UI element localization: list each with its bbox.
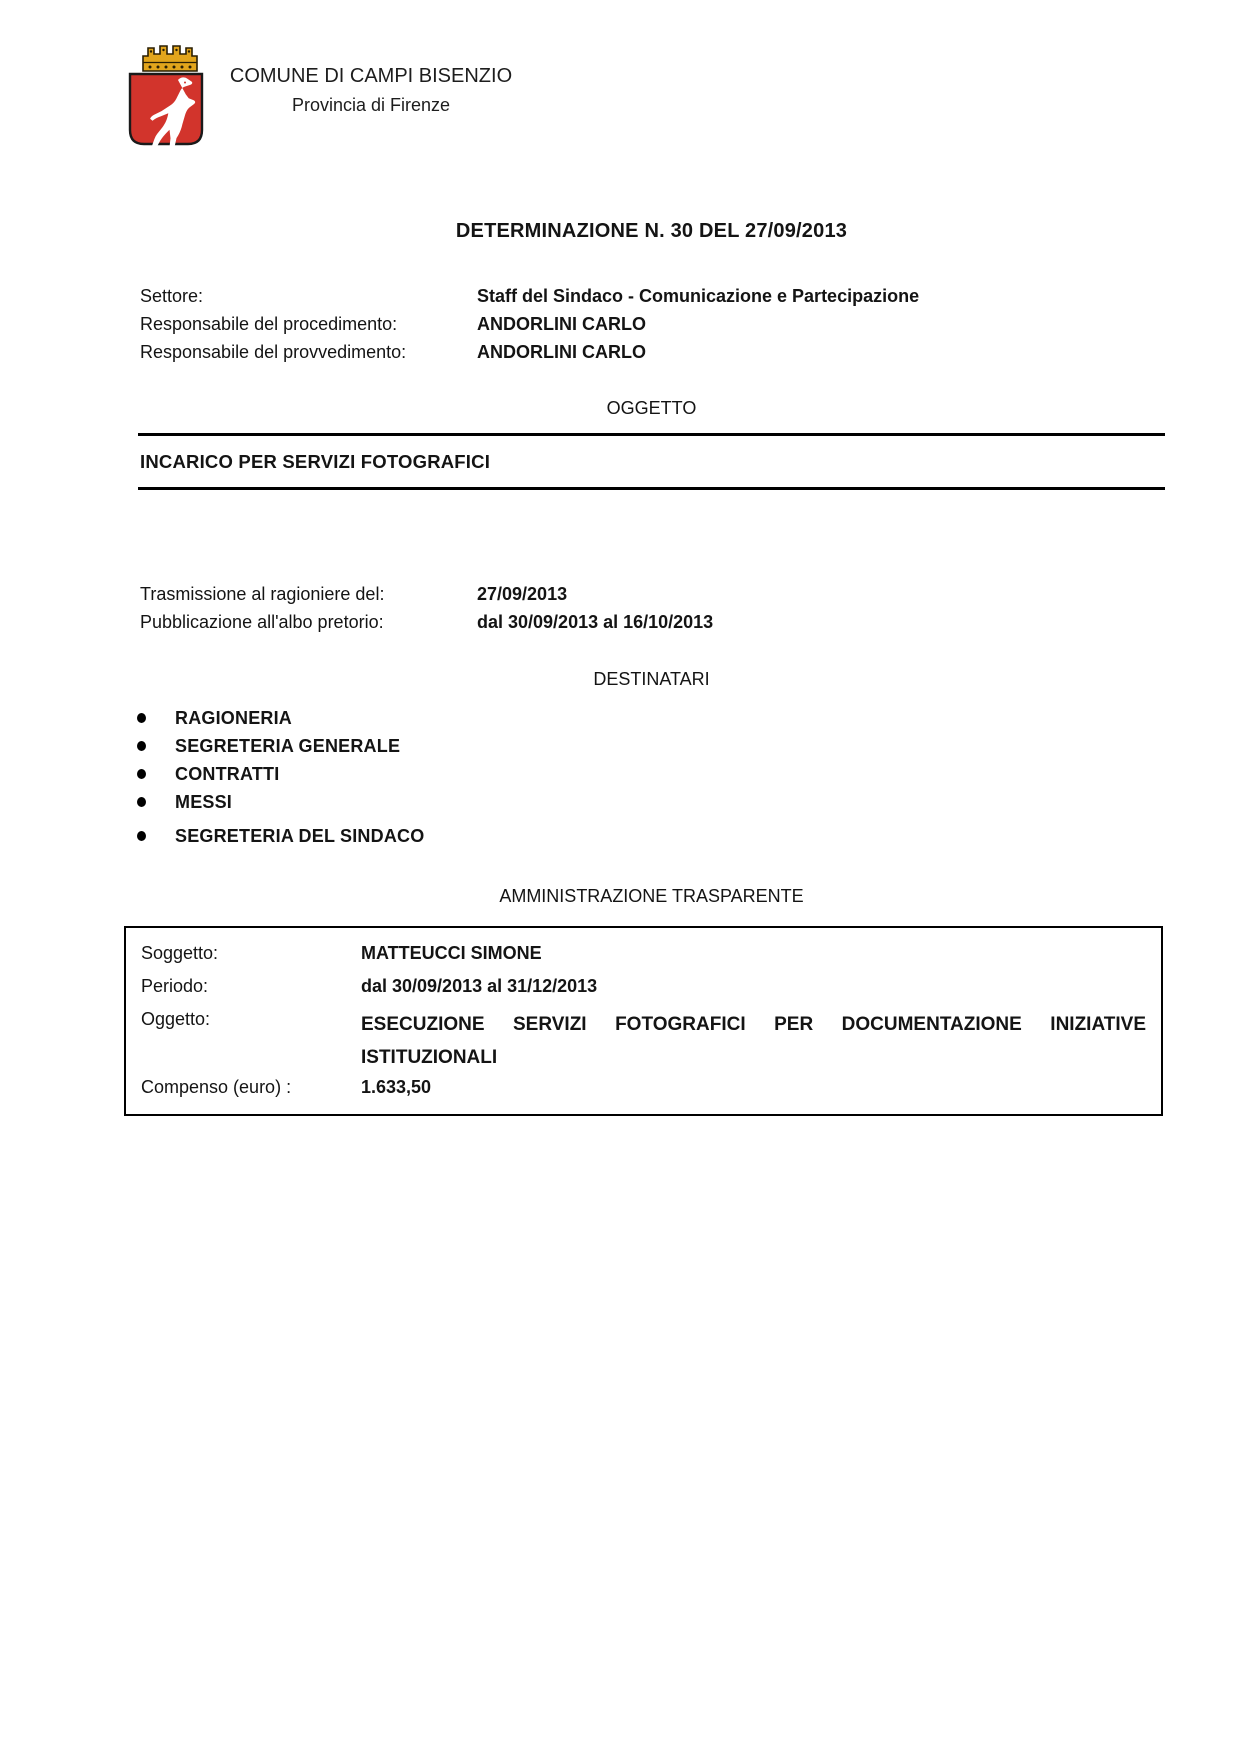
- org-name: COMUNE DI CAMPI BISENZIO: [229, 65, 513, 87]
- box-row-compenso: [141, 1076, 431, 1098]
- box-row-oggetto: [141, 1008, 1146, 1074]
- meta-value: Staff del Sindaco - Comunicazione e Partecipazione: [477, 286, 920, 306]
- meta-row-resp-provvedimento: [140, 338, 919, 366]
- oggetto-text: INCARICO PER SERVIZI FOTOGRAFICI: [140, 451, 491, 472]
- transmission-label: Trasmissione al ragioniere del:: [140, 584, 385, 604]
- destinatari-item-label: MESSI: [175, 791, 233, 812]
- bullet-icon: [137, 797, 146, 807]
- municipal-crest: [121, 38, 209, 148]
- list-item: [137, 788, 424, 816]
- org-header: [220, 64, 522, 116]
- oggetto-value-line2: ISTITUZIONALI: [361, 1047, 498, 1068]
- list-item: [137, 760, 424, 788]
- box-label: Periodo:: [141, 976, 209, 996]
- crest-icon: [121, 38, 209, 148]
- list-item: [137, 822, 424, 850]
- box-value: [361, 1008, 1146, 1074]
- box-label: Oggetto:: [141, 1009, 211, 1029]
- destinatari-item-label: SEGRETERIA DEL SINDACO: [175, 825, 425, 846]
- meta-value: ANDORLINI CARLO: [477, 314, 646, 334]
- destinatari-item-label: SEGRETERIA GENERALE: [175, 735, 401, 756]
- trasparenza-heading: AMMINISTRAZIONE TRASPARENTE: [499, 886, 804, 906]
- box-row-soggetto: [141, 942, 542, 964]
- box-value: dal 30/09/2013 al 31/12/2013: [361, 976, 598, 996]
- transmission-row-ragioniere: [140, 580, 713, 608]
- box-label: Compenso (euro) :: [141, 1077, 292, 1097]
- meta-label: Responsabile del provvedimento:: [140, 342, 407, 362]
- divider-line-bottom: [138, 487, 1165, 490]
- transmission-label: Pubblicazione all'albo pretorio:: [140, 612, 384, 632]
- transmission-row-albo: [140, 608, 713, 636]
- box-value: MATTEUCCI SIMONE: [361, 943, 542, 963]
- transmission-section: [140, 580, 713, 636]
- destinatari-list: [137, 704, 424, 850]
- transmission-value: 27/09/2013: [477, 584, 568, 604]
- box-label: Soggetto:: [141, 943, 219, 963]
- bullet-icon: [137, 831, 146, 841]
- meta-row-settore: [140, 282, 919, 310]
- meta-label: Settore:: [140, 286, 204, 306]
- meta-section: [140, 282, 919, 366]
- list-item: [137, 732, 424, 760]
- bullet-icon: [137, 713, 146, 723]
- bullet-icon: [137, 741, 146, 751]
- transmission-value: dal 30/09/2013 al 16/10/2013: [477, 612, 714, 632]
- org-subtitle: Provincia di Firenze: [291, 95, 451, 115]
- destinatari-item-label: RAGIONERIA: [175, 707, 293, 728]
- destinatari-heading: DESTINATARI: [593, 669, 710, 689]
- oggetto-value-line1: ESECUZIONE SERVIZI FOTOGRAFICI PER DOCUMENTAZIONE INIZIATIVE: [361, 1014, 1146, 1035]
- list-item: [137, 704, 424, 732]
- destinatari-item-label: CONTRATTI: [175, 763, 280, 784]
- trasparenza-box: [124, 926, 1163, 1116]
- divider-line-top: [138, 433, 1165, 436]
- meta-value: ANDORLINI CARLO: [477, 342, 646, 362]
- document-title: DETERMINAZIONE N. 30 DEL 27/09/2013: [455, 220, 848, 242]
- meta-label: Responsabile del procedimento:: [140, 314, 398, 334]
- box-row-periodo: [141, 975, 597, 997]
- crown-icon: [143, 46, 197, 71]
- oggetto-heading: OGGETTO: [606, 398, 697, 418]
- bullet-icon: [137, 769, 146, 779]
- box-value: 1.633,50: [361, 1077, 432, 1097]
- meta-row-resp-procedimento: [140, 310, 919, 338]
- shield-icon: [130, 74, 202, 148]
